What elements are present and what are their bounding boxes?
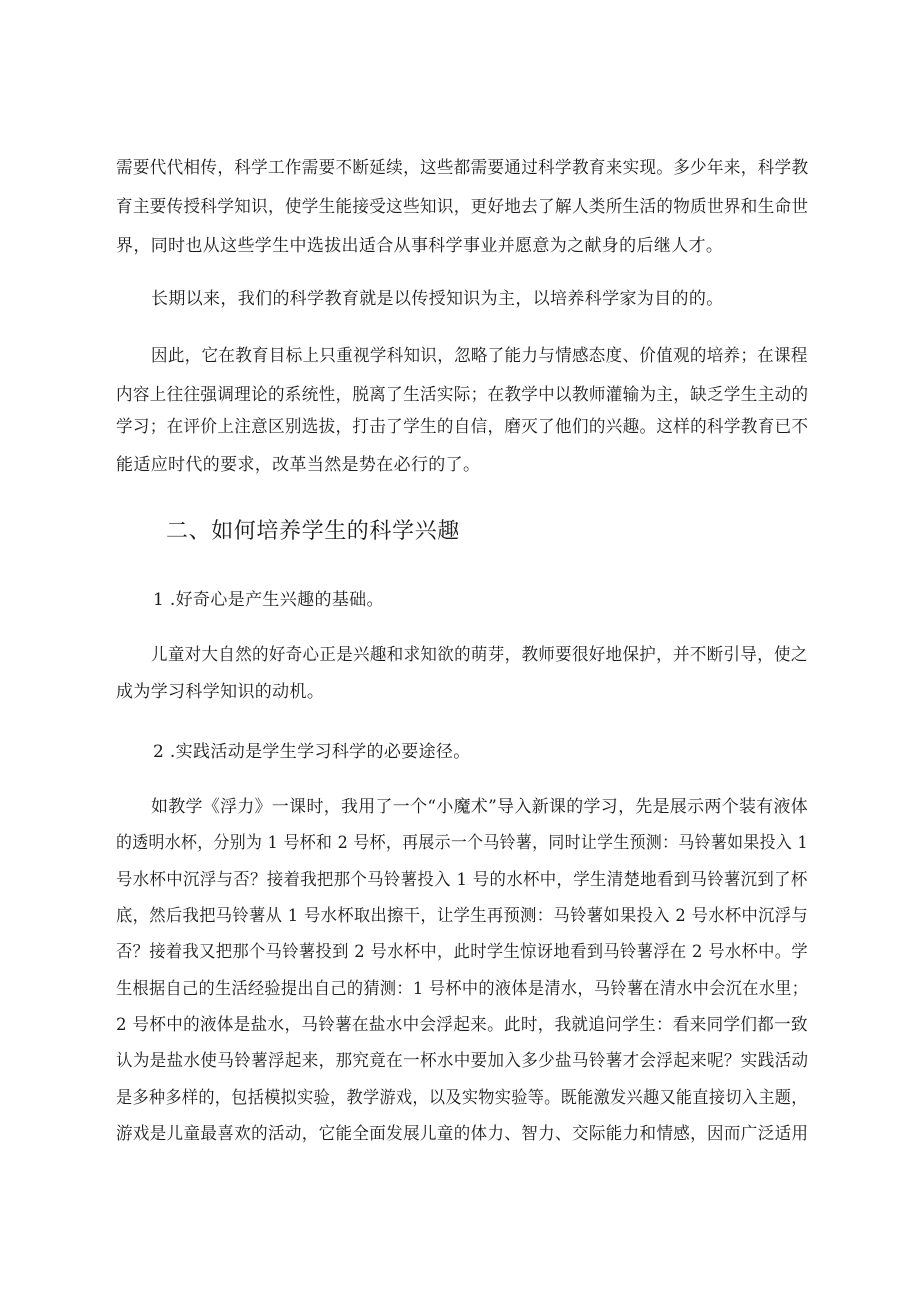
paragraph-3-line-1: 因此，它在教育目标上只重视学科知识，忽略了能力与情感态度、价值观的培养；在课程 [151,346,808,366]
item-2-line-6: 生根据自己的生活经验提出自己的猜测：1 号杯中的液体是清水，马铃薯在清水中会沉在水里； [116,979,809,999]
item-2-line-3: 号水杯中沉浮与否？接着我把那个马铃薯投入 1 号的水杯中，学生清楚地看到马铃薯沉到了杯 [116,870,808,890]
paragraph-3-line-2: 内容上往往强调理论的系统性，脱离了生活实际；在教学中以教师灌输为主，缺乏学生主动的 [116,385,809,405]
item-2-line-2: 的透明水杯，分别为 1 号杯和 2 号杯，再展示一个马铃薯，同时让学生预测：马铃薯如果投入 1 [116,833,808,853]
item-2-line-5: 否？接着我又把那个马铃薯投到 2 号水杯中，此时学生惊讶地看到马铃薯浮在 2 号水杯中。学 [116,942,808,962]
item-2-line-9: 是多种多样的，包括模拟实验，教学游戏，以及实物实验等。既能激发兴趣又能直接切入主题， [116,1088,808,1108]
item-2-line-4: 底，然后我把马铃薯从 1 号水杯取出擦干，让学生再预测：马铃薯如果投入 2 号水杯中沉浮与 [116,906,808,926]
item-2-line-1: 如教学《浮力》一课时，我用了一个“小魔术”导入新课的学习，先是展示两个装有液体 [151,797,809,817]
item-1-title: 1 .好奇心是产生兴趣的基础。 [153,590,384,610]
paragraph-2-line-1: 长期以来，我们的科学教育就是以传授知识为主，以培养科学家为目的的。 [151,289,724,309]
paragraph-1-line-3: 界，同时也从这些学生中选拔出适合从事科学事业并愿意为之献身的后继人才。 [116,236,724,256]
paragraph-1-line-1: 需要代代相传，科学工作需要不断延续，这些都需要通过科学教育来实现。多少年来，科学教 [116,158,809,178]
paragraph-3-line-4: 能适应时代的要求，改革当然是势在必行的了。 [116,455,481,475]
item-2-line-7: 2 号杯中的液体是盐水，马铃薯在盐水中会浮起来。此时，我就追问学生：看来同学们都一致 [116,1015,808,1035]
paragraph-3-line-3: 学习；在评价上注意区别选拔，打击了学生的自信，磨灭了他们的兴趣。这样的科学教育已不 [116,417,809,437]
item-2-title: 2 .实践活动是学生学习科学的必要途径。 [153,742,471,762]
section-heading: 二、如何培养学生的科学兴趣 [166,519,460,544]
item-1-line-2: 成为学习科学知识的动机。 [116,682,325,702]
item-2-line-8: 认为是盐水使马铃薯浮起来，那究竟在一杯水中要加入多少盐马铃薯才会浮起来呢？实践活动 [116,1051,809,1071]
item-1-line-1: 儿童对大自然的好奇心正是兴趣和求知欲的萌芽，教师要很好地保护，并不断引导，使之 [151,645,808,665]
paragraph-1-line-2: 育主要传授科学知识，使学生能接受这些知识，更好地去了解人类所生活的物质世界和生命世 [116,197,809,217]
item-2-line-10: 游戏是儿童最喜欢的活动，它能全面发展儿童的体力、智力、交际能力和情感，因而广泛适用 [116,1124,809,1144]
